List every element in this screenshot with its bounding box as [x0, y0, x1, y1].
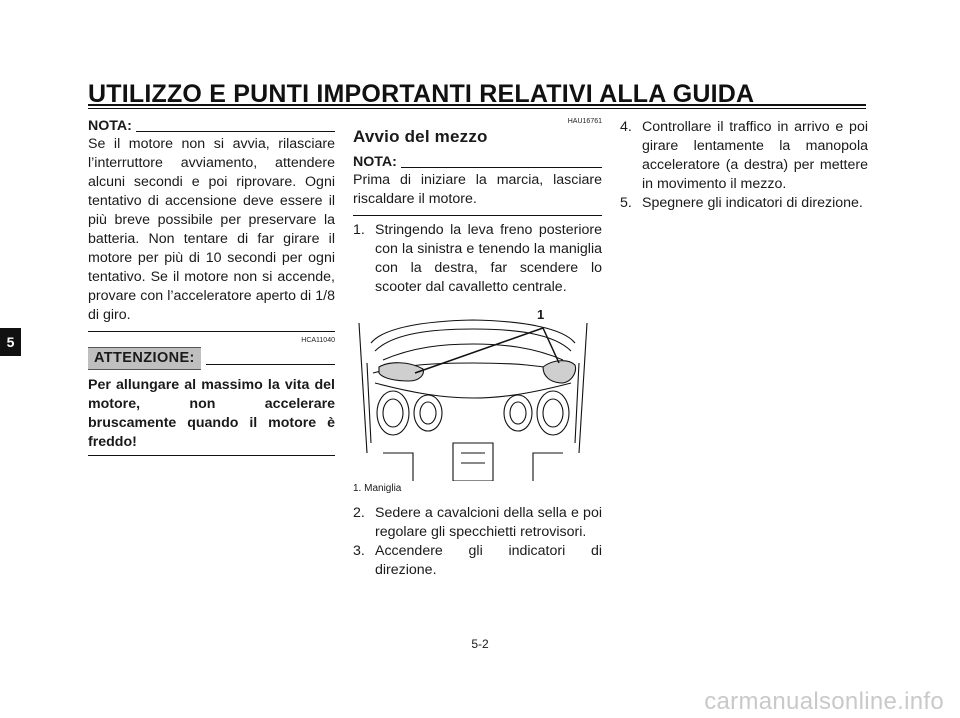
- step-text: Sedere a cavalcioni della sella e poi regolare gli specchietti retrovisori.: [375, 505, 602, 540]
- step-item: [620, 118, 868, 194]
- column-left: [88, 115, 335, 456]
- note-text: Se il motore non si avvia, rilasciare l’interruttore avviamento, attendere alcuni secondi e poi riprovare. Ogni tentativo di accensione deve essere il più breve possibile per preservare la batteria. Non tentare di far girare il motore per più di 10 secondi per ogni tentativo. Se il motore non si accende, provare con l’acceleratore aperto di 1/8 di giro.: [88, 136, 335, 323]
- caution-heading: [88, 347, 335, 370]
- step-number: 5.: [620, 195, 632, 211]
- header-rule: [88, 104, 866, 109]
- page-number: 5-2: [471, 637, 489, 651]
- note-heading: [353, 154, 602, 171]
- note-heading-line: [136, 131, 335, 132]
- step-text: Stringendo la leva freno posteriore con la sinistra e tenendo la maniglia con la destra, far scendere lo scooter dal cavalletto centrale.: [375, 222, 602, 295]
- note-end-rule: [88, 331, 335, 332]
- page-header-title: UTILIZZO E PUNTI IMPORTANTI RELATIVI ALLA GUIDA: [88, 80, 755, 108]
- step-number: 1.: [353, 222, 365, 238]
- section-title: Avvio del mezzo: [353, 127, 488, 146]
- step-item: [353, 221, 602, 297]
- step-number: 3.: [353, 543, 365, 559]
- note-end-rule: [353, 215, 602, 216]
- section-code: HAU16761: [567, 118, 602, 125]
- column-right: [620, 118, 868, 213]
- scooter-handle-figure: [353, 303, 602, 481]
- step-item: [620, 194, 868, 213]
- caution-heading-line: [206, 364, 335, 365]
- note-heading-line: [401, 167, 602, 168]
- scooter-illustration: [353, 303, 602, 481]
- step-number: 4.: [620, 119, 632, 135]
- caution-label: ATTENZIONE:: [88, 347, 201, 370]
- note-heading: [88, 118, 335, 135]
- note-label: NOTA:: [353, 154, 397, 170]
- step-item: [353, 542, 602, 580]
- note-text: Prima di iniziare la marcia, lasciare riscaldare il motore.: [353, 172, 602, 207]
- column-middle: [353, 115, 602, 580]
- caution-text: Per allungare al massimo la vita del motore, non accelerare bruscamente quando il motore è freddo!: [88, 376, 335, 456]
- step-text: Accendere gli indicatori di direzione.: [375, 543, 602, 578]
- step-text: Controllare il traffico in arrivo e poi girare lentamente la manopola acceleratore (a destra) per mettere in movimento il mezzo.: [642, 119, 868, 192]
- step-item: [353, 504, 602, 542]
- figure-caption: 1. Maniglia: [353, 483, 402, 494]
- figure-callout-1: 1: [537, 307, 545, 322]
- caution-code: HCA11040: [301, 337, 335, 344]
- note-label: NOTA:: [88, 118, 132, 134]
- watermark: carmanualsonline.info: [704, 688, 944, 715]
- chapter-tab: 5: [0, 328, 21, 356]
- step-text: Spegnere gli indicatori di direzione.: [642, 195, 863, 211]
- step-number: 2.: [353, 505, 365, 521]
